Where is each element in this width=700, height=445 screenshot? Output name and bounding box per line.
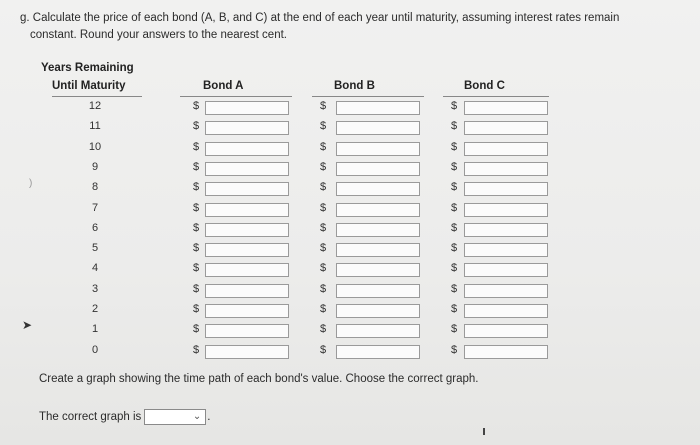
question-line-1: g. Calculate the price of each bond (A, B, and C) at the end of each year until maturity, assuming interest rates remain bbox=[20, 12, 620, 24]
bond-a-price-input[interactable] bbox=[205, 142, 289, 156]
years-header-underline bbox=[52, 96, 142, 97]
years-remaining-value: 12 bbox=[88, 100, 102, 112]
bond-b-dollar-sign: $ bbox=[320, 181, 327, 194]
bond-c-dollar-sign: $ bbox=[451, 262, 458, 275]
bond-b-dollar-sign: $ bbox=[320, 282, 327, 295]
bond-a-dollar-sign: $ bbox=[193, 140, 200, 153]
bond-b-header: Bond B bbox=[334, 80, 375, 92]
bond-a-dollar-sign: $ bbox=[193, 323, 200, 336]
bond-a-dollar-sign: $ bbox=[193, 221, 200, 234]
bond-a-price-input[interactable] bbox=[205, 324, 289, 338]
bond-c-header: Bond C bbox=[464, 80, 505, 92]
bond-b-dollar-sign: $ bbox=[320, 242, 327, 255]
years-remaining-value: 8 bbox=[91, 181, 99, 194]
years-remaining-value: 7 bbox=[91, 201, 99, 214]
years-remaining-value: 10 bbox=[88, 140, 102, 153]
answer-period: . bbox=[207, 411, 211, 423]
bond-c-dollar-sign: $ bbox=[451, 160, 458, 173]
bond-a-dollar-sign: $ bbox=[193, 100, 200, 112]
bond-a-price-input[interactable] bbox=[205, 203, 289, 217]
bond-c-dollar-sign: $ bbox=[451, 343, 458, 356]
bond-a-dollar-sign: $ bbox=[193, 181, 200, 194]
bond-b-price-input[interactable] bbox=[336, 203, 420, 217]
bond-b-dollar-sign: $ bbox=[320, 343, 327, 356]
bond-c-price-input[interactable] bbox=[464, 284, 548, 298]
bond-c-price-input[interactable] bbox=[464, 324, 548, 338]
bond-b-price-input[interactable] bbox=[336, 223, 420, 237]
bond-c-dollar-sign: $ bbox=[451, 140, 458, 153]
bond-a-dollar-sign: $ bbox=[193, 282, 200, 295]
bond-c-dollar-sign: $ bbox=[451, 181, 458, 194]
bond-b-price-input[interactable] bbox=[336, 162, 420, 176]
bond-b-dollar-sign: $ bbox=[320, 323, 327, 336]
bond-b-dollar-sign: $ bbox=[320, 201, 327, 214]
bond-a-underline bbox=[180, 96, 292, 97]
bond-a-price-input[interactable] bbox=[205, 101, 289, 115]
bond-b-dollar-sign: $ bbox=[320, 221, 327, 234]
years-remaining-value: 2 bbox=[91, 303, 99, 315]
bond-c-underline bbox=[443, 96, 549, 97]
bond-a-dollar-sign: $ bbox=[193, 262, 200, 275]
years-remaining-value: 11 bbox=[89, 120, 101, 133]
mouse-pointer-icon: ➤ bbox=[22, 318, 33, 332]
bond-a-dollar-sign: $ bbox=[193, 303, 200, 315]
graph-select-dropdown[interactable] bbox=[144, 409, 206, 425]
years-remaining-value: 5 bbox=[91, 242, 99, 255]
bond-b-dollar-sign: $ bbox=[320, 100, 327, 112]
bond-c-price-input[interactable] bbox=[464, 223, 548, 237]
bond-b-price-input[interactable] bbox=[336, 243, 420, 257]
years-remaining-value: 0 bbox=[91, 343, 99, 356]
bond-c-price-input[interactable] bbox=[464, 304, 548, 318]
bond-c-dollar-sign: $ bbox=[451, 323, 458, 336]
bond-a-price-input[interactable] bbox=[205, 263, 289, 277]
years-remaining-value: 1 bbox=[91, 323, 99, 336]
bond-a-price-input[interactable] bbox=[205, 223, 289, 237]
bond-a-price-input[interactable] bbox=[205, 304, 289, 318]
bond-a-price-input[interactable] bbox=[205, 121, 289, 135]
decorative-tick bbox=[483, 428, 485, 435]
bond-b-price-input[interactable] bbox=[336, 345, 420, 359]
years-header-line-2: Until Maturity bbox=[52, 80, 126, 92]
bond-c-price-input[interactable] bbox=[464, 182, 548, 196]
bond-c-price-input[interactable] bbox=[464, 121, 548, 135]
years-remaining-value: 4 bbox=[91, 262, 99, 275]
bond-b-price-input[interactable] bbox=[336, 101, 420, 115]
bond-a-header: Bond A bbox=[203, 80, 244, 92]
bond-b-dollar-sign: $ bbox=[320, 120, 327, 133]
bond-a-dollar-sign: $ bbox=[193, 343, 200, 356]
bond-a-price-input[interactable] bbox=[205, 162, 289, 176]
graph-question: Create a graph showing the time path of each bond's value. Choose the correct graph. bbox=[39, 373, 479, 385]
bond-a-dollar-sign: $ bbox=[193, 160, 200, 173]
bond-c-price-input[interactable] bbox=[464, 243, 548, 257]
bond-c-dollar-sign: $ bbox=[451, 120, 458, 133]
bond-c-dollar-sign: $ bbox=[451, 242, 458, 255]
bond-c-dollar-sign: $ bbox=[451, 282, 458, 295]
bond-c-price-input[interactable] bbox=[464, 203, 548, 217]
question-text bbox=[20, 10, 680, 44]
bond-b-price-input[interactable] bbox=[336, 263, 420, 277]
bond-a-dollar-sign: $ bbox=[193, 120, 200, 133]
bond-b-price-input[interactable] bbox=[336, 182, 420, 196]
chevron-down-icon: ⌄ bbox=[192, 411, 202, 422]
bond-a-price-input[interactable] bbox=[205, 345, 289, 359]
bond-b-price-input[interactable] bbox=[336, 324, 420, 338]
bond-c-price-input[interactable] bbox=[464, 101, 548, 115]
bond-c-price-input[interactable] bbox=[464, 162, 548, 176]
bond-b-price-input[interactable] bbox=[336, 304, 420, 318]
bond-b-price-input[interactable] bbox=[336, 142, 420, 156]
bond-c-dollar-sign: $ bbox=[451, 100, 458, 112]
years-remaining-value: 9 bbox=[91, 160, 99, 173]
years-remaining-value: 3 bbox=[91, 282, 99, 295]
bond-a-dollar-sign: $ bbox=[193, 242, 200, 255]
bond-b-dollar-sign: $ bbox=[320, 160, 327, 173]
bond-a-dollar-sign: $ bbox=[193, 201, 200, 214]
years-remaining-value: 6 bbox=[91, 221, 99, 234]
bond-b-dollar-sign: $ bbox=[320, 303, 327, 315]
decorative-mark: ) bbox=[29, 178, 33, 189]
bond-c-dollar-sign: $ bbox=[451, 201, 458, 214]
answer-row bbox=[39, 409, 210, 425]
bond-c-price-input[interactable] bbox=[464, 142, 548, 156]
bond-b-underline bbox=[312, 96, 424, 97]
bond-c-price-input[interactable] bbox=[464, 345, 548, 359]
bond-c-price-input[interactable] bbox=[464, 263, 548, 277]
bond-a-price-input[interactable] bbox=[205, 284, 289, 298]
bond-b-dollar-sign: $ bbox=[320, 262, 327, 275]
question-line-2: constant. Round your answers to the nearest cent. bbox=[30, 29, 287, 41]
bond-b-price-input[interactable] bbox=[336, 121, 420, 135]
answer-label: The correct graph is bbox=[39, 411, 142, 423]
years-header-line-1: Years Remaining bbox=[41, 62, 134, 74]
bond-c-dollar-sign: $ bbox=[451, 303, 458, 315]
bond-a-price-input[interactable] bbox=[205, 243, 289, 257]
bond-c-dollar-sign: $ bbox=[451, 221, 458, 234]
bond-b-dollar-sign: $ bbox=[320, 140, 327, 153]
bond-b-price-input[interactable] bbox=[336, 284, 420, 298]
bond-a-price-input[interactable] bbox=[205, 182, 289, 196]
